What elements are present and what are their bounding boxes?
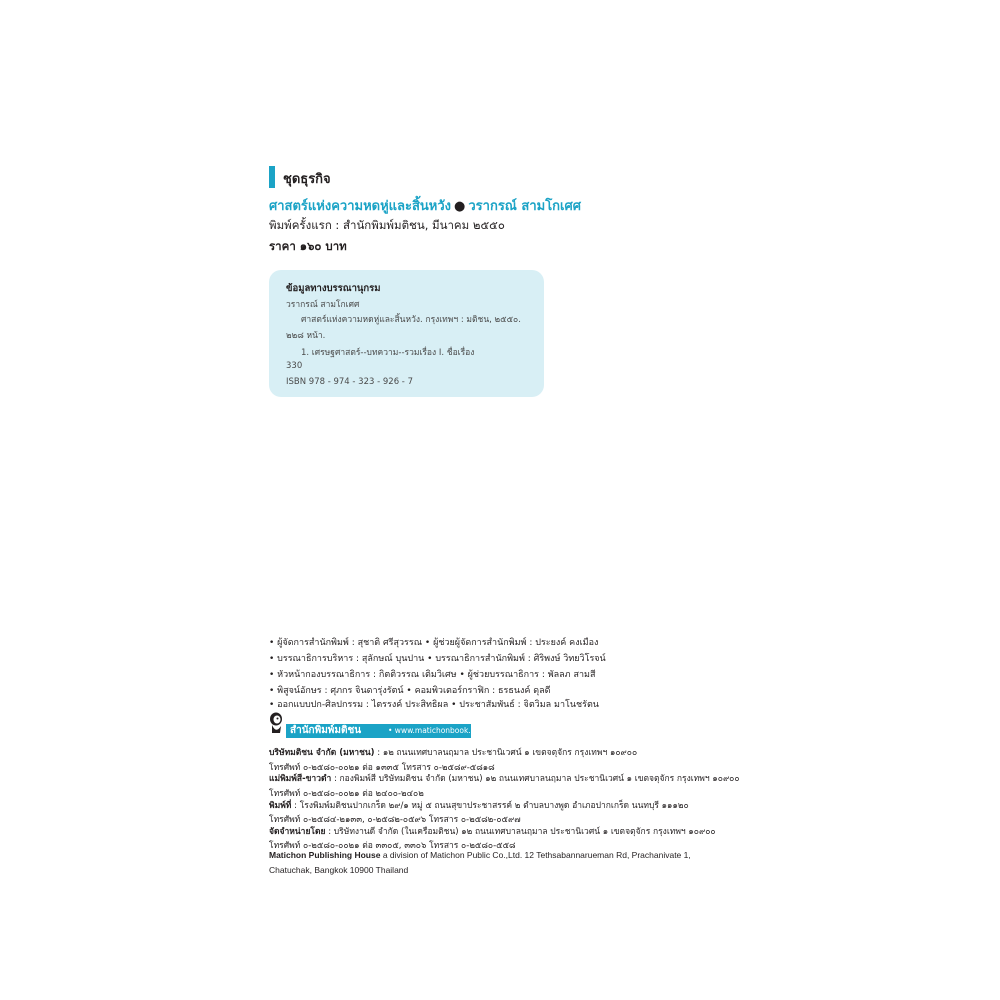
credit-line: • พิสูจน์อักษร : ศุภกร จินดารุ่งรัตน์ • คอมพิวเตอร์กราฟิก : ธรธนงค์ ดุลดี bbox=[269, 686, 551, 696]
printer-info bbox=[269, 798, 689, 812]
plate-address: : กองพิมพ์สี บริษัทมติชน จำกัด (มหาชน) ๑๒ ถนนเทศบาลนฤมาล ประชานิเวศน์ ๑ เขตจตุจักร กรุงเทพฯ ๑๐๙๐๐ bbox=[331, 774, 740, 784]
company-phone: โทรศัพท์ ๐-๒๕๘๐-๐๐๒๑ ต่อ ๑๓๓๕ โทรสาร ๐-๒๕๘๙-๕๘๑๘ bbox=[269, 763, 495, 773]
publisher-banner-url: • www.matichonbook.com bbox=[388, 726, 487, 735]
cip-heading: ข้อมูลทางบรรณานุกรม bbox=[286, 283, 381, 294]
cip-title: ศาสตร์แห่งความหดหู่และสิ้นหวัง. กรุงเทพฯ : มติชน, ๒๕๕๐. bbox=[301, 315, 521, 325]
plate-info bbox=[269, 771, 740, 785]
credit-line: • บรรณาธิการบริหาร : สุลักษณ์ บุนปาน • บรรณาธิการสำนักพิมพ์ : ศิริพงษ์ วิทยวิโรจน์ bbox=[269, 654, 606, 664]
distributor-info bbox=[269, 824, 716, 838]
plate-label: แม่พิมพ์สี-ขาวดำ bbox=[269, 774, 332, 784]
plate-phone: โทรศัพท์ ๐-๒๕๘๐-๐๐๒๑ ต่อ ๒๔๐๐-๒๔๐๒ bbox=[269, 789, 424, 799]
title-line bbox=[269, 195, 581, 216]
publisher-banner bbox=[286, 724, 487, 738]
cip-box bbox=[269, 270, 544, 397]
print-info: พิมพ์ครั้งแรก : สำนักพิมพ์มติชน, มีนาคม ๒๕๕๐ bbox=[269, 218, 505, 232]
company-label: บริษัทมติชน จำกัด (มหาชน) bbox=[269, 748, 375, 758]
distributor-label: จัดจำหน่ายโดย bbox=[269, 827, 326, 837]
book-title: ศาสตร์แห่งความหดหู่และสิ้นหวัง bbox=[269, 199, 452, 214]
english-address-line2: Chatuchak, Bangkok 10900 Thailand bbox=[269, 865, 409, 875]
english-publisher-name: Matichon Publishing House bbox=[269, 850, 381, 860]
english-address-line1 bbox=[269, 850, 691, 860]
company-info bbox=[269, 745, 637, 759]
credit-line: • หัวหน้ากองบรรณาธิการ : กิตติวรรณ เติมวิเศษ • ผู้ช่วยบรรณาธิการ : พัลลภ สามสี bbox=[269, 670, 596, 680]
title-bullet: ● bbox=[454, 199, 466, 214]
publisher-banner-name: สำนักพิมพ์มติชน bbox=[290, 725, 362, 736]
distributor-address: : บริษัทงานดี จำกัด (ในเครือมติชน) ๑๒ ถนนเทศบาลนฤมาล ประชานิเวศน์ ๑ เขตจตุจักร กรุงเทพฯ ๑๐๙๐๐ bbox=[325, 827, 716, 837]
cip-classification: 330 bbox=[286, 361, 303, 371]
printer-label: พิมพ์ที่ bbox=[269, 801, 292, 811]
credit-line: • ออกแบบปก-ศิลปกรรม : ไตรรงค์ ประสิทธิผล • ประชาสัมพันธ์ : จิตวิมล มาโนชรัตน bbox=[269, 700, 599, 710]
price: ราคา ๑๖๐ บาท bbox=[269, 239, 347, 253]
mascot-logo-icon bbox=[268, 712, 284, 734]
series-accent-bar bbox=[269, 166, 275, 188]
distributor-phone: โทรศัพท์ ๐-๒๕๘๐-๐๐๒๑ ต่อ ๓๓๐๕, ๓๓๐๖ โทรสาร ๐-๒๕๘๐-๕๕๘ bbox=[269, 841, 516, 851]
cip-pages: ๒๒๘ หน้า. bbox=[286, 331, 326, 341]
cip-author: วรากรณ์ สามโกเศศ bbox=[286, 300, 360, 310]
cip-subjects: 1. เศรษฐศาสตร์--บทความ--รวมเรื่อง I. ชื่อเรื่อง bbox=[301, 348, 475, 358]
company-address: : ๑๒ ถนนเทศบาลนฤมาล ประชานิเวศน์ ๑ เขตจตุจักร กรุงเทพฯ ๑๐๙๐๐ bbox=[374, 748, 638, 758]
english-address-rest: a division of Matichon Public Co.,Ltd. 12 Tethsabannarueman Rd, Prachanivate 1, bbox=[380, 850, 691, 860]
book-author: วรากรณ์ สามโกเศศ bbox=[468, 199, 582, 214]
printer-phone: โทรศัพท์ ๐-๒๕๘๔-๒๑๓๓, ๐-๒๕๘๒-๐๕๙๖ โทรสาร ๐-๒๕๘๒-๐๕๙๗ bbox=[269, 815, 521, 825]
credit-line: • ผู้จัดการสำนักพิมพ์ : สุชาติ ศรีสุวรรณ • ผู้ช่วยผู้จัดการสำนักพิมพ์ : ประยงค์ คงเมือง bbox=[269, 638, 599, 648]
series-label: ชุดธุรกิจ bbox=[283, 172, 331, 187]
cip-isbn: ISBN 978 - 974 - 323 - 926 - 7 bbox=[286, 377, 413, 387]
printer-address: : โรงพิมพ์มติชนปากเกร็ด ๒๙/๑ หมู่ ๕ ถนนสุขาประชาสรรค์ ๒ ตำบลบางพูด อำเภอปากเกร็ด นนทบุรี ๑๑๑๒๐ bbox=[291, 801, 689, 811]
